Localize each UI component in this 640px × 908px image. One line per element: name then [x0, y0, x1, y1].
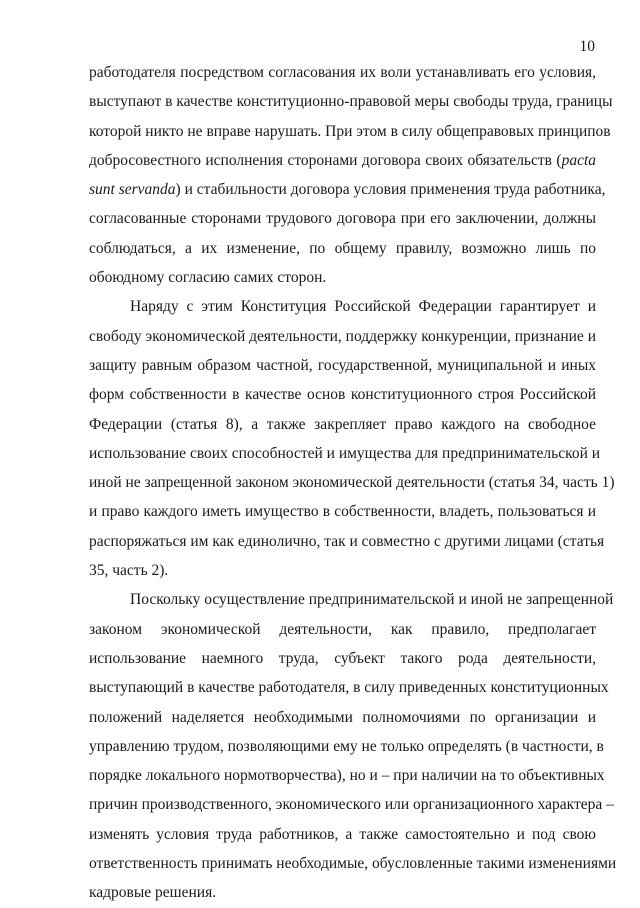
paragraph [89, 292, 615, 585]
text-run: и право каждого иметь имущество в собственности, владеть, пользоваться и [89, 503, 596, 521]
paragraph [89, 58, 613, 292]
text-line [89, 556, 596, 585]
text-run: Поскольку осуществление предпринимательской и иной не запрещенной [130, 591, 614, 609]
text-line [89, 380, 596, 409]
text-line [89, 146, 596, 175]
text-run: Наряду с этим Конституция Российской Федерации гарантирует и [130, 298, 596, 316]
text-line [89, 439, 601, 468]
text-run: которой никто не вправе нарушать. При этом в силу общеправовых принципов [89, 122, 611, 140]
text-line [89, 322, 596, 351]
text-run: выступают в качестве конституционно-правовой меры свободы труда, границы [89, 93, 613, 111]
text-line [89, 234, 596, 263]
text-line [89, 204, 596, 233]
text-run: изменять условия труда работников, а также самостоятельно и под свою [89, 825, 596, 843]
text-line [89, 703, 596, 732]
text-run: ответственность принимать необходимые, обусловленные такими изменениями [89, 855, 617, 873]
text-run: ) и стабильности договора условия применения труда работника, [175, 181, 606, 199]
text-run: обоюдному согласию самих сторон. [89, 269, 327, 287]
text-run: защиту равным образом частной, государственной, муниципальной и иных [89, 356, 596, 374]
text-line [89, 87, 613, 116]
text-run: кадровые решения. [89, 884, 217, 902]
text-line [89, 468, 615, 497]
text-line [89, 878, 596, 907]
text-run: согласованные сторонами трудового договора при его заключении, должны [89, 210, 596, 228]
text-line [89, 732, 604, 761]
text-run: использование наемного труда, субъект такого рода деятельности, [89, 649, 596, 667]
text-run: распоряжаться им как единолично, так и совместно с другими лицами (статья [89, 532, 605, 550]
text-line [89, 292, 596, 321]
body-text [89, 58, 617, 908]
text-line [89, 849, 617, 878]
text-line [89, 585, 614, 614]
text-run: использование своих способностей и имущества для предпринимательской и [89, 444, 601, 462]
text-line [89, 820, 596, 849]
text-run: управлению трудом, позволяющими ему не только определять (в частности, в [89, 737, 604, 755]
text-run: законом экономической деятельности, как правило, предполагает [89, 620, 596, 638]
text-line [89, 351, 596, 380]
text-run: соблюдаться, а их изменение, по общему правилу, возможно лишь по [89, 239, 596, 257]
text-run: Федерации (статья 8), а также закрепляет право каждого на свободное [89, 415, 596, 433]
text-run: выступающий в качестве работодателя, в силу приведенных конституционных [89, 679, 609, 697]
text-line [89, 761, 605, 790]
text-line [89, 615, 596, 644]
text-line [89, 175, 606, 204]
text-run: порядке локального нормотворчества), но и – при наличии на то объективных [89, 767, 605, 785]
text-run: форм собственности в качестве основ конституционного строя Российской [89, 386, 596, 404]
text-line [89, 527, 605, 556]
paragraph [89, 585, 617, 907]
text-line [89, 263, 596, 292]
text-run: иной не запрещенной законом экономической деятельности (статья 34, часть 1) [89, 474, 615, 492]
text-run: свободу экономической деятельности, поддержку конкуренции, признание и [89, 327, 596, 345]
text-line [89, 644, 596, 673]
text-line [89, 790, 614, 819]
text-run: причин производственного, экономического или организационного характера – [89, 796, 614, 814]
text-line [89, 117, 611, 146]
page-number: 10 [579, 38, 595, 55]
text-line [89, 497, 596, 526]
text-run: 35, часть 2). [89, 562, 169, 580]
italic-text-run: sunt servanda [89, 181, 176, 199]
text-line [89, 673, 609, 702]
text-line [89, 410, 596, 439]
text-run: положений наделяется необходимыми полномочиями по организации и [89, 708, 596, 726]
text-run: добросовестного исполнения сторонами договора своих обязательств ( [89, 151, 562, 169]
text-line [89, 58, 596, 87]
italic-text-run: pacta [561, 151, 596, 169]
text-run: работодателя посредством согласования их воли устанавливать его условия, [89, 64, 596, 81]
